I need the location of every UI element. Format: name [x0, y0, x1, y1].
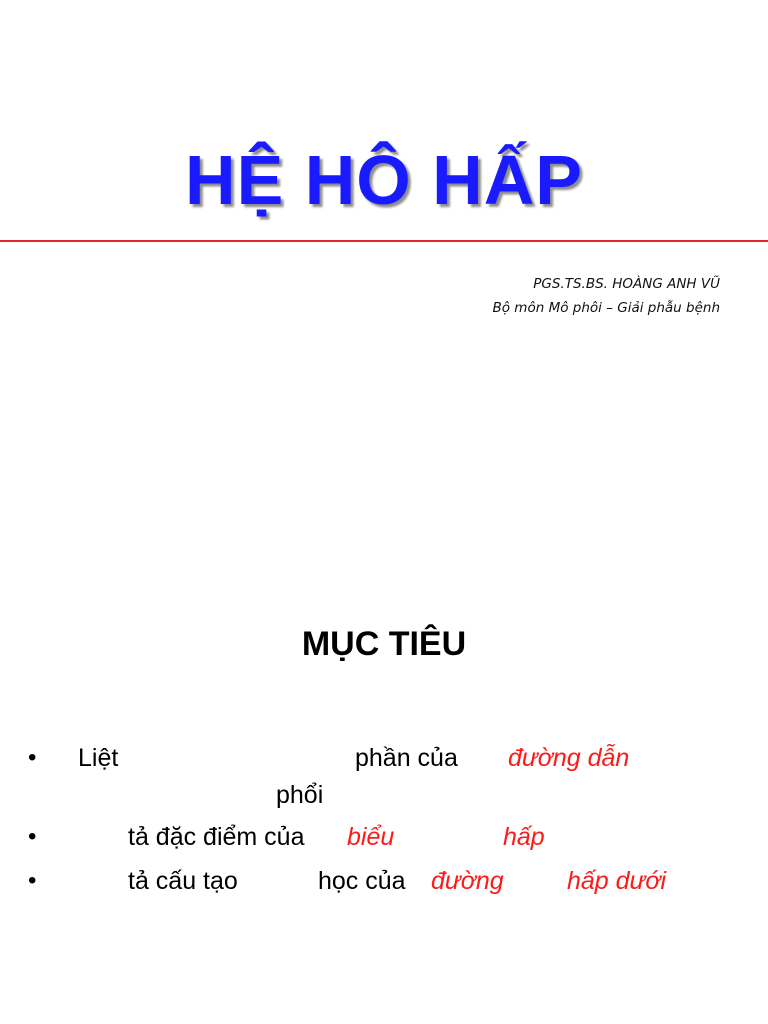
objective-2-highlight-b: hấp: [503, 823, 545, 851]
author-block: [493, 272, 721, 320]
objective-1-text-a: Liệt: [78, 744, 119, 772]
objective-1-continuation: phổi: [276, 781, 324, 809]
objective-1-highlight: đường dẫn: [508, 744, 630, 772]
objective-1-text-b: phần của: [355, 744, 458, 772]
objectives-title: MỤC TIÊU: [301, 625, 467, 663]
bullet-marker: •: [28, 867, 37, 894]
author-name: PGS.TS.BS. HOÀNG ANH VŨ: [533, 276, 720, 292]
objective-3-text-b: học của: [318, 867, 406, 895]
author-department: Bộ môn Mô phôi – Giải phẫu bệnh: [492, 300, 720, 316]
bullet-marker: •: [28, 823, 37, 850]
main-title: HỆ HÔ HẤP: [185, 141, 583, 219]
objective-2-highlight-a: biểu: [347, 823, 395, 851]
title-divider: [0, 240, 768, 242]
objective-2-text: tả đặc điểm của: [128, 823, 305, 851]
objective-3-highlight-a: đường: [431, 867, 504, 895]
objective-3-highlight-b: hấp dưới: [567, 867, 667, 895]
bullet-marker: •: [28, 744, 37, 771]
objective-3-text-a: tả cấu tạo: [128, 867, 238, 895]
